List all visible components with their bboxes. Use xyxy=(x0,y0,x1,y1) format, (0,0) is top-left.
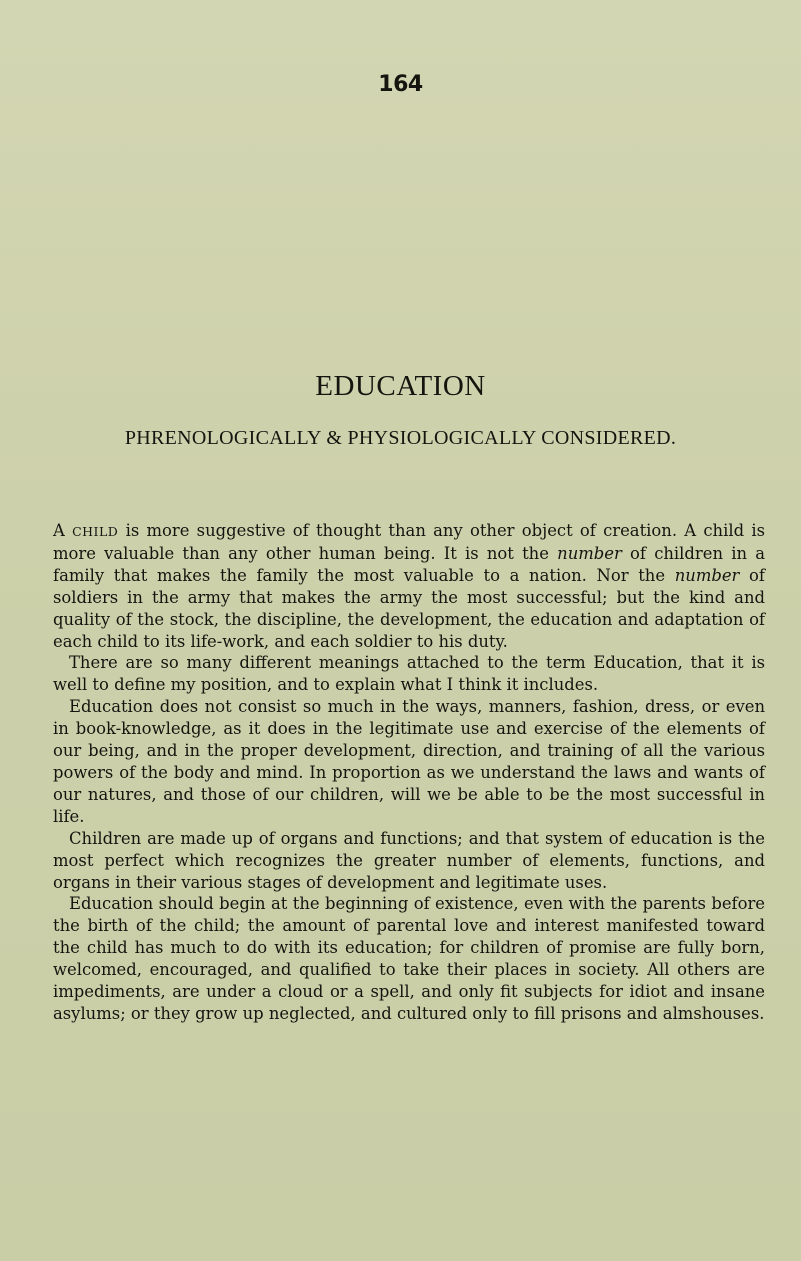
paragraph-4: Children are made up of organs and functions; and that system of education is the most perfect which recognizes the greater number of elements, functions, and organs in their various stages of development and legitimate uses. xyxy=(53,828,765,892)
paragraph-1-text-c: of soldiers in the army that makes the army the most successful; but the kind and quality of the stock, the discipline, the development, the education and adaptation of each child to its life-work, and each soldier to his duty. xyxy=(53,565,765,651)
paragraph-1-text-a: is more suggestive of thought than any other object of creation. A child is more valuable than any other human being. It is not the xyxy=(53,521,765,563)
body-text xyxy=(53,520,765,1025)
paragraph-3: Education does not consist so much in the ways, manners, fashion, dress, or even in book-knowledge, as it does in the legitimate use and exercise of the elements of our being, and in the proper development, direction, and training of all the various powers of the body and mind. In proportion as we understand the laws and wants of our natures, and those of our children, will we be able to be the most successful in life. xyxy=(53,697,765,826)
chapter-subtitle: PHRENOLOGICALLY & PHYSIOLOGICALLY CONSIDERED. xyxy=(124,427,677,449)
paragraph-1 xyxy=(53,520,765,652)
paragraph-5: Education should begin at the beginning of existence, even with the parents before the birth of the child; the amount of parental love and interest manifested toward the child has much to do with its education; for children of promise are fully born, welcomed, encouraged, and qualified to take their places in society. All others are impediments, are under a cloud or a spell, and only fit subjects for idiot and insane asylums; or they grow up neglected, and cultured only to fill prisons and almshouses. xyxy=(53,894,765,1023)
paragraph-2: There are so many different meanings attached to the term Education, that it is well to define my position, and to explain what I think it includes. xyxy=(53,653,765,695)
emphasis-number-2: number xyxy=(674,565,740,585)
emphasis-number-1: number xyxy=(557,543,622,563)
chapter-title: EDUCATION xyxy=(315,370,486,402)
lead-smallcaps: CHILD xyxy=(72,524,119,539)
paragraph-1-text-b: of children in a family that makes the family the most valuable to a nation. Nor the xyxy=(53,543,765,585)
page-number: 164 xyxy=(378,72,423,97)
lead-word: A xyxy=(53,521,65,540)
